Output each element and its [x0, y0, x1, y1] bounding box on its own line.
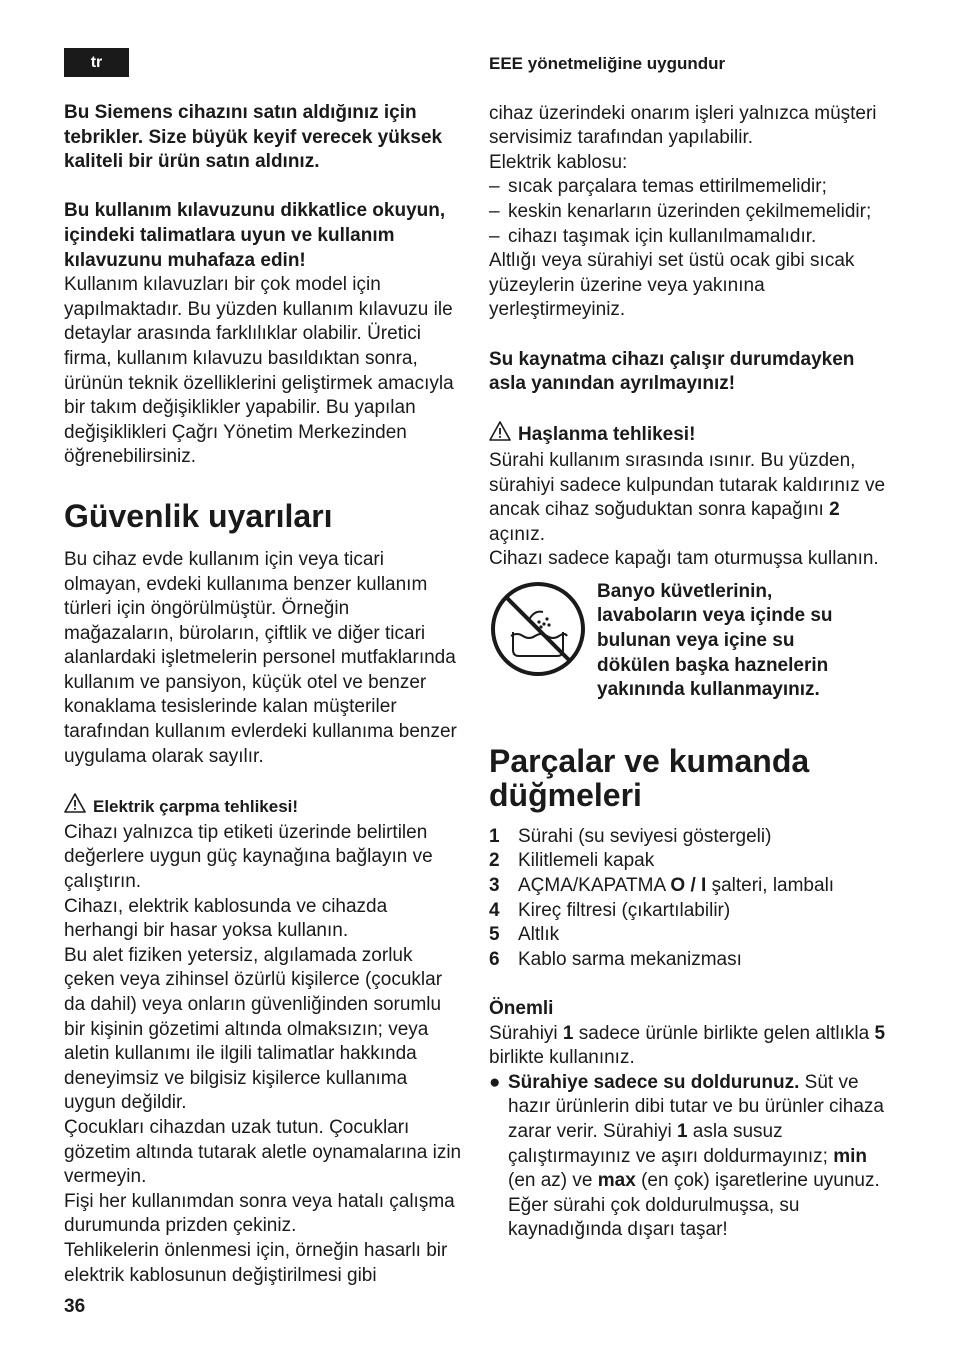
eee-compliance: EEE yönetmeliğine uygundur [489, 54, 726, 73]
parts-heading: Parçalar ve kumanda düğmeleri [489, 742, 810, 813]
cable-list [489, 175, 894, 249]
important-heading: Önemli [489, 998, 554, 1019]
list-item: 3 AÇMA/KAPATMA O / I şalteri, lambalı [489, 875, 835, 897]
cable-label: Elektrik kablosu: [489, 151, 628, 173]
electric-warning-label: Elektrik çarpma tehlikesi! [93, 796, 299, 816]
parts-list [489, 825, 894, 973]
left-column [64, 101, 464, 1288]
list-item: – keskin kenarların üzerinden çekilmemelidir; [489, 200, 872, 222]
list-item: – cihazı taşımak için kullanılmamalıdır. [489, 225, 817, 247]
no-water-icon [489, 580, 587, 678]
list-item: 1 Sürahi (su seviyesi göstergeli) [489, 825, 772, 847]
electric-text-1: Cihazı yalnızca tip etiketi üzerinde belirtilen değerlere uygun güç kaynağına bağlayın ve çalıştırın. [64, 821, 433, 893]
list-item: 5 Altlık [489, 924, 560, 946]
language-tab [64, 48, 129, 77]
warning-triangle-icon [489, 421, 511, 449]
never-leave-warning: Su kaynatma cihazı çalışır durumdayken asla yanından ayrılmayınız! [489, 348, 855, 395]
repair-text: cihaz üzerindeki onarım işleri yalnızca müşteri servisimiz tarafından yapılabilir. [489, 102, 877, 149]
electric-text-2: Cihazı, elektrik kablosunda ve cihazda herhangi bir hasar yoksa kullanın. [64, 895, 388, 942]
manual-text: Kullanım kılavuzları bir çok model için yapılmaktadır. Bu yüzden kullanım kılavuzu ile detaylar arasında farklılıklar olabilir. Üretici firma, kullanım kılavuzu basıldıktan sonra, ürünün teknik özelliklerini geliştirmek amacıyla bir takım değişiklikler yapabilir. Bu yapılan değişiklikleri Çağrı Yönetim Merkezinden öğrenebilirsiniz. [64, 274, 454, 468]
safety-heading: Güvenlik uyarıları [64, 497, 333, 534]
scald-text: Sürahi kullanım sırasında ısınır. Bu yüzden, sürahiyi sadece kulpundan tutarak kaldırınız ve ancak cihaz soğuduktan sonra kapağını 2 açınız. [489, 449, 886, 545]
electric-text-4: Çocukları cihazdan uzak tutun. Çocukları gözetim altında tutarak aletle oynamalarına izin vermeyin. [64, 1116, 462, 1188]
list-item: – sıcak parçalara temas ettirilmemelidir; [489, 176, 827, 198]
important-bullet [489, 1071, 894, 1243]
lid-text: Cihazı sadece kapağı tam oturmuşsa kullanın. [489, 548, 879, 570]
important-bullet-text: Sürahiye sadece su doldurunuz. Süt ve hazır ürünlerin dibi tutar ve bu ürünler cihaza zarar verir. Sürahiyi 1 asla susuz çalıştırmayınız ve aşırı doldurmayınız; min (en az) ve max (en çok) işaretlerine uyunuz. Eğer sürahi çok doldurulmuşsa, su kaynadığında dışarı taşar! [508, 1071, 884, 1241]
safety-text: Bu cihaz evde kullanım için veya ticari olmayan, evdeki kullanıma benzer kullanım türleri için öngörülmüştür. Örneğin mağazaların, büroların, çiftlik ve diğer ticari alanlardaki işletmelerin personel mutfaklarında kullanım ve pansiyon, küçük otel ve benzer konaklama tesislerinde kalan müşteriler tarafından kullanım evlerdeki kullanıma benzer uygulama olarak sayılır. [64, 548, 457, 767]
bath-warning-text: Banyo küvetlerinin, lavaboların veya içinde su bulunan veya içine su dökülen başka haznelerin yakınında kullanmayınız. [597, 580, 833, 701]
electric-text-6: Tehlikelerin önlenmesi için, örneğin hasarlı bir elektrik kablosunun değiştirilmesi gibi [64, 1239, 448, 1286]
manual-bold-text: Bu kullanım kılavuzunu dikkatlice okuyun, içindeki talimatlara uyun ve kullanım kılavuzunu muhafaza edin! [64, 200, 446, 271]
electric-text-3: Bu alet fiziken yetersiz, algılamada zorluk çeken veya zihinsel özürlü kişilerce (çocuklar da dahil) veya onların güvenliğinden sorumlu bir kişinin gözetimi altında olmaksızın; veya aletin kullanımı ile ilgili talimatlar hakkında deneyimsiz ve bilgisiz kişilerce kullanıma uygun değildir. [64, 944, 443, 1114]
electric-text-5: Fişi her kullanımdan sonra veya hatalı çalışma durumunda prizden çekiniz. [64, 1190, 455, 1237]
language-code: tr [90, 53, 103, 71]
list-item: 2 Kilitlemeli kapak [489, 850, 655, 872]
scald-warning-title [489, 421, 894, 449]
base-text: Altlığı veya sürahiyi set üstü ocak gibi sıcak yüzeylerin üzerine veya yakınına yerleştirmeyiniz. [489, 250, 855, 321]
warning-triangle-icon [64, 793, 86, 821]
right-column [489, 52, 894, 1243]
list-item: 6 Kablo sarma mekanizması [489, 948, 742, 970]
bullet-icon: ● [489, 1071, 501, 1093]
scald-warning-label: Haşlanma tehlikesi! [518, 423, 696, 445]
electric-warning-title [64, 793, 464, 821]
bath-warning [489, 580, 894, 703]
important-text: Sürahiyi 1 sadece ürünle birlikte gelen altlıkla 5 birlikte kullanınız. [489, 1022, 886, 1069]
list-item: 4 Kireç filtresi (çıkartılabilir) [489, 899, 731, 921]
page-number: 36 [64, 1296, 86, 1317]
intro-text: Bu Siemens cihazını satın aldığınız için tebrikler. Size büyük keyif verecek yüksek kaliteli bir ürün satın aldınız. [64, 102, 443, 173]
